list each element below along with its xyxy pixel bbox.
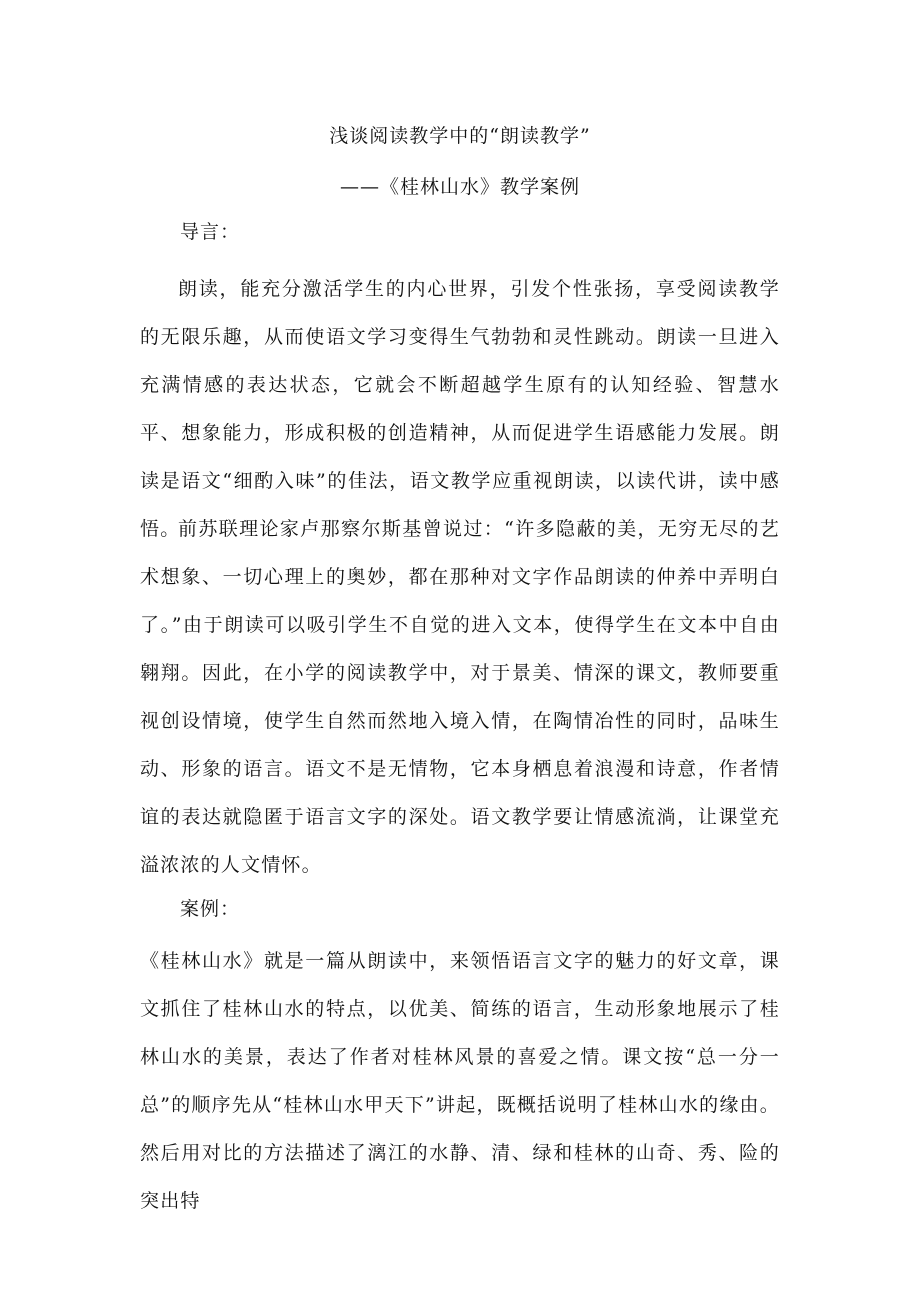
case-label: 案例：: [180, 898, 241, 920]
intro-label: 导言：: [180, 221, 241, 243]
document-subtitle: ——《桂林山水》教学案例: [339, 176, 580, 198]
intro-paragraph: 朗读，能充分激活学生的内心世界，引发个性张扬，享受阅读教学的无限乐趣，从而使语文学习变得生气勃勃和灵性跳动。朗读一旦进入充满情感的表达状态，它就会不断超越学生原有的认知经验、智慧水平、想象能力，形成积极的创造精神，从而促进学生语感能力发展。朗读是语文“细酌入味”的佳法，语文教学应重视朗读，以读代讲，读中感悟。: [140, 278, 780, 540]
document-title: 浅谈阅读教学中的“朗读教学”: [329, 125, 591, 147]
case-paragraph: 《桂林山水》就是一篇从朗读中，来领悟语言文字的魅力的好文章，课文抓住了桂林山水的特点，以优美、简练的语言，生动形象地展示了桂林山水的美景，表达了作者对桂林风景的喜爱之情。课文按“总一分一总”的顺序先从“桂林山水甲天下”讲起，既概括说明了桂林山水的缘由。然后用对比的方法描述了漓江的水静、清、绿和桂林的山奇、秀、险的突出特: [140, 950, 780, 1212]
quote-paragraph: 前苏联理论家卢那察尔斯基曾说过：“许多隐蔽的美，无穷无尽的艺术想象、一切心理上的奥妙，都在那种对文字作品朗读的仲养中弄明白了。”由于朗读可以吸引学生不自觉的进入文本，使得学生在文本中自由翱翔。因此，在小学的阅读教学中，对于景美、情深的课文，教师要重视创设情境，使学生自然而然地入境入情，在陶情冶性的同时，品味生动、形象的语言。语文不是无情物，它本身栖息着浪漫和诗意，作者情谊的表达就隐匿于语言文字的深处。语文教学要让情感流淌，让课堂充溢浓浓的人文情怀。: [140, 518, 780, 876]
